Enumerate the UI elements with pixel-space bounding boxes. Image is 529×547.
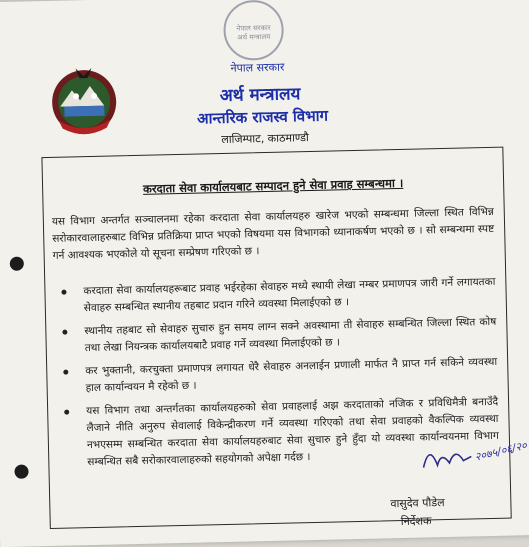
- office-address: लाजिम्पाट, काठमाण्डौ: [221, 131, 309, 147]
- signature-date: २०७५/०६/२०: [473, 438, 529, 464]
- point-text: करदाता सेवा कार्यालयहरूबाट प्रवाह भईरहेका सेवाहरु मध्ये स्थायी लेखा नम्बर प्रमाणपत्र जारी गर्ने लगायतका सेवाहरु सम्बन्धित स्थानीय तहबाट प्रदान गरिने व्यवस्था मिलाईएको छ ।: [83, 275, 496, 315]
- bullet-icon: [62, 330, 67, 335]
- ministry-heading: अर्थ मन्त्रालय: [219, 84, 301, 107]
- government-heading: नेपाल सरकार: [230, 60, 285, 75]
- department-heading: आन्तरिक राजस्व विभाग: [196, 106, 329, 128]
- intro-paragraph: यस विभाग अन्तर्गत सञ्चालनमा रहेका करदाता सेवा कार्यालयहरु खारेज भएको सम्बन्धमा जिल्ला स्थित विभिन्न सरोकारवालाहरुबाट विभिन्न प्रतिक्रिया प्राप्त भएको विषयमा यस विभागको ध्यानाकर्षण भएको छ । सो सम्बन्धमा स्पष्ट गर्न आवश्यक भएकोले यो सूचना सम्प्रेषण गरिएको छ ।: [51, 205, 495, 262]
- notice-body-box: [41, 147, 529, 529]
- list-item: [54, 314, 497, 358]
- punch-hole: [10, 257, 24, 271]
- bullet-icon: [63, 370, 68, 375]
- punch-hole: [14, 464, 28, 478]
- ministry-seal-stamp: [223, 0, 284, 61]
- point-text: स्थानीय तहबाट सो सेवाहरु सुचारु हुन समय लाग्न सक्ने अवस्थामा ती सेवाहरु सम्बन्धित जिल्ला स्थित कोष तथा लेखा नियन्त्रक कार्यालयबाटै प्रवाह गर्ने व्यवस्था मिलाईएको छ ।: [84, 315, 497, 355]
- point-text: कर भुक्तानी, करचुक्ता प्रमाणपत्र लगायत धेरै सेवाहरु अनलाईन प्रणाली मार्फत नै प्राप्त गर्न सकिने व्यवस्था हाल कार्यान्वयन मै रहेको छ ।: [85, 355, 498, 395]
- seal-line: अर्थ मन्त्रालय: [237, 32, 271, 42]
- bullet-icon: [61, 290, 66, 295]
- bullet-icon: [64, 410, 69, 415]
- seal-line: नेपाल सरकार: [236, 23, 271, 33]
- notice-subject: करदाता सेवा कार्यालयबाट सम्पादन हुने सेवा प्रवाह सम्बन्धमा ।: [142, 175, 404, 196]
- point-text: यस विभाग तथा अन्तर्गतका कार्यालयहरुको सेवा प्रवाहलाई अझ करदाताको नजिक र प्रविधिमैत्री बनाउँदै लैजाने नीति अनुरुप सेवालाई विकेन्द्रीकरण गर्ने व्यवस्था गरिएको तथा सेवा प्रवाहको वैकल्पिक व्यवस्था नभएसम्म सम्बन्धित करदाता सेवा कार्यालयहरुबाट सेवा सुचारु हुने हुँदा यो व्यवस्था कार्यान्वयनमा विभाग सम्बन्धित सबै सरोकारवालाहरुको सहयोगको अपेक्षा गर्दछ ।: [86, 395, 499, 469]
- signer-designation: निर्देशक: [400, 514, 432, 529]
- list-item: [53, 274, 496, 318]
- signer-name: वासुदेव पौडेल: [390, 496, 445, 511]
- list-item: [55, 354, 498, 398]
